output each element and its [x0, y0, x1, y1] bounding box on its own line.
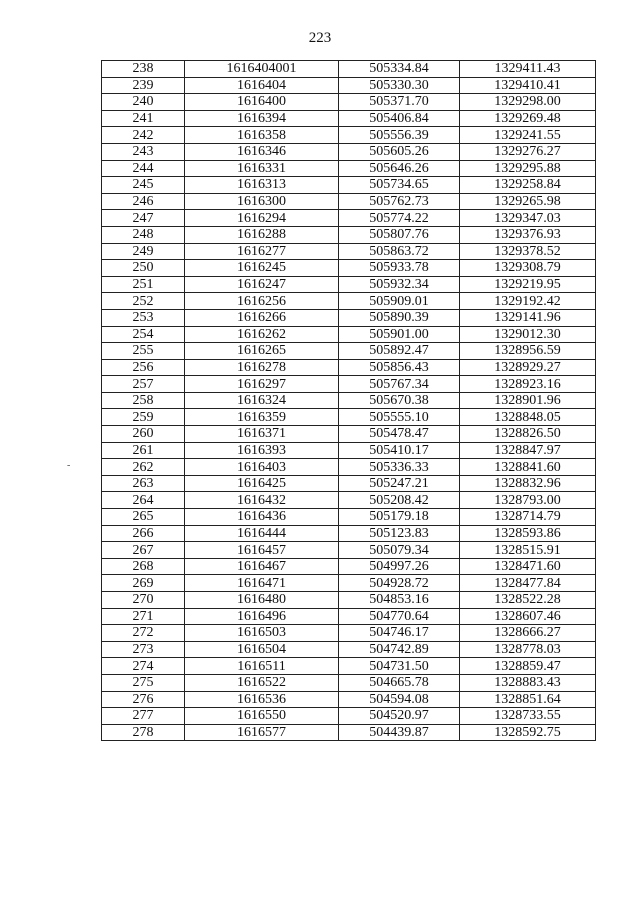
- y-coordinate-cell: 1329258.84: [460, 177, 596, 194]
- point-number-cell: 249: [102, 243, 185, 260]
- point-id-cell: 1616245: [185, 260, 339, 277]
- point-id-cell: 1616394: [185, 110, 339, 127]
- point-id-cell: 1616503: [185, 625, 339, 642]
- y-coordinate-cell: 1328733.55: [460, 708, 596, 725]
- x-coordinate-cell: 505892.47: [339, 343, 460, 360]
- point-id-cell: 1616313: [185, 177, 339, 194]
- table-row: [102, 708, 596, 725]
- y-coordinate-cell: 1328923.16: [460, 376, 596, 393]
- y-coordinate-cell: 1328841.60: [460, 459, 596, 476]
- y-coordinate-cell: 1328593.86: [460, 525, 596, 542]
- x-coordinate-cell: 504853.16: [339, 592, 460, 609]
- x-coordinate-cell: 505863.72: [339, 243, 460, 260]
- point-id-cell: 1616432: [185, 492, 339, 509]
- point-number-cell: 275: [102, 674, 185, 691]
- y-coordinate-cell: 1328666.27: [460, 625, 596, 642]
- point-id-cell: 1616359: [185, 409, 339, 426]
- table-row: [102, 641, 596, 658]
- table-row: [102, 226, 596, 243]
- y-coordinate-cell: 1329241.55: [460, 127, 596, 144]
- table-row: [102, 309, 596, 326]
- x-coordinate-cell: 505909.01: [339, 293, 460, 310]
- table-row: [102, 392, 596, 409]
- x-coordinate-cell: 505605.26: [339, 143, 460, 160]
- x-coordinate-cell: 504665.78: [339, 674, 460, 691]
- x-coordinate-cell: 505208.42: [339, 492, 460, 509]
- table-row: [102, 293, 596, 310]
- point-id-cell: 1616300: [185, 193, 339, 210]
- y-coordinate-cell: 1329376.93: [460, 226, 596, 243]
- stray-mark: -: [67, 460, 71, 471]
- x-coordinate-cell: 505932.34: [339, 276, 460, 293]
- table-row: [102, 110, 596, 127]
- table-row: [102, 724, 596, 741]
- point-id-cell: 1616550: [185, 708, 339, 725]
- point-id-cell: 1616256: [185, 293, 339, 310]
- x-coordinate-cell: 505901.00: [339, 326, 460, 343]
- y-coordinate-cell: 1328901.96: [460, 392, 596, 409]
- table-row: [102, 459, 596, 476]
- y-coordinate-cell: 1329141.96: [460, 309, 596, 326]
- point-number-cell: 268: [102, 558, 185, 575]
- x-coordinate-cell: 504928.72: [339, 575, 460, 592]
- table-row: [102, 193, 596, 210]
- coordinates-table-body: [102, 61, 596, 741]
- point-number-cell: 274: [102, 658, 185, 675]
- point-id-cell: 1616393: [185, 442, 339, 459]
- point-id-cell: 1616471: [185, 575, 339, 592]
- table-row: [102, 77, 596, 94]
- y-coordinate-cell: 1328778.03: [460, 641, 596, 658]
- table-row: [102, 475, 596, 492]
- point-number-cell: 267: [102, 542, 185, 559]
- point-id-cell: 1616444: [185, 525, 339, 542]
- table-row: [102, 61, 596, 78]
- point-id-cell: 1616425: [185, 475, 339, 492]
- table-row: [102, 326, 596, 343]
- point-number-cell: 259: [102, 409, 185, 426]
- x-coordinate-cell: 505079.34: [339, 542, 460, 559]
- x-coordinate-cell: 504520.97: [339, 708, 460, 725]
- point-id-cell: 1616266: [185, 309, 339, 326]
- point-number-cell: 260: [102, 426, 185, 443]
- y-coordinate-cell: 1328847.97: [460, 442, 596, 459]
- point-id-cell: 1616467: [185, 558, 339, 575]
- y-coordinate-cell: 1328851.64: [460, 691, 596, 708]
- table-row: [102, 276, 596, 293]
- y-coordinate-cell: 1328592.75: [460, 724, 596, 741]
- coordinates-table: [101, 60, 596, 741]
- point-number-cell: 269: [102, 575, 185, 592]
- point-number-cell: 246: [102, 193, 185, 210]
- point-number-cell: 257: [102, 376, 185, 393]
- table-row: [102, 674, 596, 691]
- point-number-cell: 252: [102, 293, 185, 310]
- table-row: [102, 691, 596, 708]
- y-coordinate-cell: 1329192.42: [460, 293, 596, 310]
- table-row: [102, 608, 596, 625]
- y-coordinate-cell: 1329347.03: [460, 210, 596, 227]
- point-number-cell: 248: [102, 226, 185, 243]
- y-coordinate-cell: 1329265.98: [460, 193, 596, 210]
- x-coordinate-cell: 505933.78: [339, 260, 460, 277]
- y-coordinate-cell: 1328956.59: [460, 343, 596, 360]
- point-number-cell: 244: [102, 160, 185, 177]
- x-coordinate-cell: 504439.87: [339, 724, 460, 741]
- x-coordinate-cell: 505247.21: [339, 475, 460, 492]
- point-number-cell: 262: [102, 459, 185, 476]
- table-row: [102, 492, 596, 509]
- x-coordinate-cell: 504770.64: [339, 608, 460, 625]
- page-number: 223: [308, 30, 332, 46]
- y-coordinate-cell: 1328848.05: [460, 409, 596, 426]
- table-row: [102, 177, 596, 194]
- point-number-cell: 242: [102, 127, 185, 144]
- point-id-cell: 1616294: [185, 210, 339, 227]
- point-number-cell: 256: [102, 359, 185, 376]
- table-row: [102, 542, 596, 559]
- y-coordinate-cell: 1329410.41: [460, 77, 596, 94]
- y-coordinate-cell: 1329012.30: [460, 326, 596, 343]
- point-id-cell: 1616400: [185, 94, 339, 111]
- point-id-cell: 1616522: [185, 674, 339, 691]
- y-coordinate-cell: 1328607.46: [460, 608, 596, 625]
- table-row: [102, 376, 596, 393]
- point-id-cell: 1616324: [185, 392, 339, 409]
- x-coordinate-cell: 504594.08: [339, 691, 460, 708]
- point-id-cell: 1616480: [185, 592, 339, 609]
- point-id-cell: 1616331: [185, 160, 339, 177]
- x-coordinate-cell: 505555.10: [339, 409, 460, 426]
- y-coordinate-cell: 1328714.79: [460, 509, 596, 526]
- point-number-cell: 263: [102, 475, 185, 492]
- x-coordinate-cell: 505336.33: [339, 459, 460, 476]
- point-id-cell: 1616457: [185, 542, 339, 559]
- table-row: [102, 160, 596, 177]
- point-number-cell: 247: [102, 210, 185, 227]
- point-number-cell: 278: [102, 724, 185, 741]
- point-number-cell: 255: [102, 343, 185, 360]
- table-row: [102, 94, 596, 111]
- table-row: [102, 592, 596, 609]
- point-id-cell: 1616297: [185, 376, 339, 393]
- table-row: [102, 558, 596, 575]
- point-id-cell: 1616504: [185, 641, 339, 658]
- y-coordinate-cell: 1328826.50: [460, 426, 596, 443]
- y-coordinate-cell: 1329308.79: [460, 260, 596, 277]
- x-coordinate-cell: 505646.26: [339, 160, 460, 177]
- y-coordinate-cell: 1329411.43: [460, 61, 596, 78]
- point-id-cell: 1616288: [185, 226, 339, 243]
- table-row: [102, 426, 596, 443]
- point-number-cell: 277: [102, 708, 185, 725]
- y-coordinate-cell: 1328471.60: [460, 558, 596, 575]
- y-coordinate-cell: 1328477.84: [460, 575, 596, 592]
- x-coordinate-cell: 505330.30: [339, 77, 460, 94]
- point-id-cell: 1616496: [185, 608, 339, 625]
- x-coordinate-cell: 505556.39: [339, 127, 460, 144]
- x-coordinate-cell: 505406.84: [339, 110, 460, 127]
- y-coordinate-cell: 1329295.88: [460, 160, 596, 177]
- point-number-cell: 253: [102, 309, 185, 326]
- point-number-cell: 239: [102, 77, 185, 94]
- x-coordinate-cell: 505774.22: [339, 210, 460, 227]
- table-row: [102, 409, 596, 426]
- table-row: [102, 243, 596, 260]
- point-id-cell: 1616358: [185, 127, 339, 144]
- x-coordinate-cell: 504997.26: [339, 558, 460, 575]
- table-row: [102, 509, 596, 526]
- point-id-cell: 1616262: [185, 326, 339, 343]
- point-number-cell: 265: [102, 509, 185, 526]
- point-number-cell: 271: [102, 608, 185, 625]
- point-id-cell: 1616346: [185, 143, 339, 160]
- point-number-cell: 273: [102, 641, 185, 658]
- point-id-cell: 1616278: [185, 359, 339, 376]
- point-id-cell: 1616404: [185, 77, 339, 94]
- y-coordinate-cell: 1328883.43: [460, 674, 596, 691]
- point-number-cell: 270: [102, 592, 185, 609]
- point-number-cell: 245: [102, 177, 185, 194]
- x-coordinate-cell: 505807.76: [339, 226, 460, 243]
- point-number-cell: 261: [102, 442, 185, 459]
- point-number-cell: 250: [102, 260, 185, 277]
- x-coordinate-cell: 505371.70: [339, 94, 460, 111]
- point-id-cell: 1616536: [185, 691, 339, 708]
- point-id-cell: 1616403: [185, 459, 339, 476]
- point-id-cell: 1616577: [185, 724, 339, 741]
- point-id-cell: 1616511: [185, 658, 339, 675]
- point-number-cell: 272: [102, 625, 185, 642]
- table-row: [102, 442, 596, 459]
- x-coordinate-cell: 505179.18: [339, 509, 460, 526]
- point-number-cell: 241: [102, 110, 185, 127]
- x-coordinate-cell: 504742.89: [339, 641, 460, 658]
- y-coordinate-cell: 1328515.91: [460, 542, 596, 559]
- point-id-cell: 1616436: [185, 509, 339, 526]
- point-number-cell: 238: [102, 61, 185, 78]
- y-coordinate-cell: 1329219.95: [460, 276, 596, 293]
- table-row: [102, 359, 596, 376]
- y-coordinate-cell: 1328793.00: [460, 492, 596, 509]
- point-number-cell: 266: [102, 525, 185, 542]
- point-id-cell: 1616265: [185, 343, 339, 360]
- x-coordinate-cell: 505890.39: [339, 309, 460, 326]
- point-number-cell: 254: [102, 326, 185, 343]
- y-coordinate-cell: 1329298.00: [460, 94, 596, 111]
- x-coordinate-cell: 505670.38: [339, 392, 460, 409]
- point-number-cell: 243: [102, 143, 185, 160]
- x-coordinate-cell: 505334.84: [339, 61, 460, 78]
- y-coordinate-cell: 1329378.52: [460, 243, 596, 260]
- point-id-cell: 1616277: [185, 243, 339, 260]
- y-coordinate-cell: 1328859.47: [460, 658, 596, 675]
- table-row: [102, 575, 596, 592]
- point-id-cell: 1616247: [185, 276, 339, 293]
- y-coordinate-cell: 1328832.96: [460, 475, 596, 492]
- point-number-cell: 240: [102, 94, 185, 111]
- point-number-cell: 251: [102, 276, 185, 293]
- table-row: [102, 625, 596, 642]
- table-row: [102, 343, 596, 360]
- x-coordinate-cell: 504746.17: [339, 625, 460, 642]
- x-coordinate-cell: 505734.65: [339, 177, 460, 194]
- y-coordinate-cell: 1328522.28: [460, 592, 596, 609]
- y-coordinate-cell: 1328929.27: [460, 359, 596, 376]
- x-coordinate-cell: 504731.50: [339, 658, 460, 675]
- point-number-cell: 264: [102, 492, 185, 509]
- point-number-cell: 258: [102, 392, 185, 409]
- x-coordinate-cell: 505767.34: [339, 376, 460, 393]
- y-coordinate-cell: 1329269.48: [460, 110, 596, 127]
- y-coordinate-cell: 1329276.27: [460, 143, 596, 160]
- table-row: [102, 525, 596, 542]
- x-coordinate-cell: 505856.43: [339, 359, 460, 376]
- table-row: [102, 143, 596, 160]
- table-row: [102, 210, 596, 227]
- table-row: [102, 658, 596, 675]
- x-coordinate-cell: 505478.47: [339, 426, 460, 443]
- x-coordinate-cell: 505410.17: [339, 442, 460, 459]
- table-row: [102, 127, 596, 144]
- point-id-cell: 1616404001: [185, 61, 339, 78]
- table-row: [102, 260, 596, 277]
- x-coordinate-cell: 505123.83: [339, 525, 460, 542]
- point-number-cell: 276: [102, 691, 185, 708]
- point-id-cell: 1616371: [185, 426, 339, 443]
- x-coordinate-cell: 505762.73: [339, 193, 460, 210]
